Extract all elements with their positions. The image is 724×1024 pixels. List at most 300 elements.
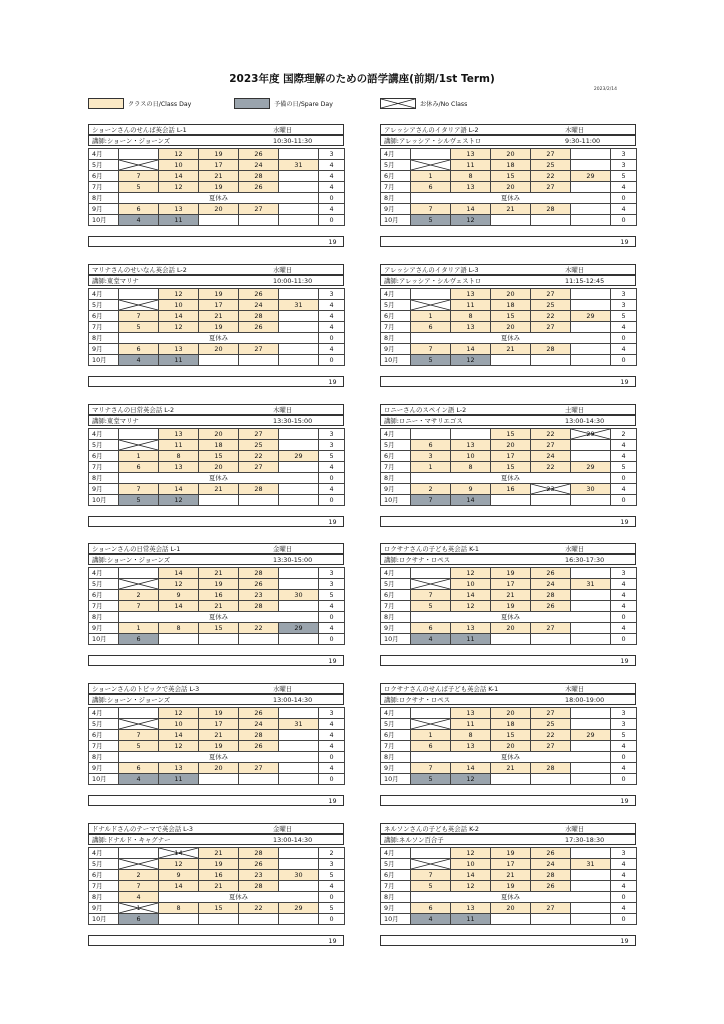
date-cell: 11 [159, 440, 199, 451]
table-row [89, 344, 345, 355]
class-count: 3 [319, 859, 345, 870]
month-label: 9月 [381, 344, 411, 355]
date-cell [119, 149, 159, 160]
date-cell [279, 484, 319, 495]
date-cell: 15 [491, 311, 531, 322]
date-cell: 12 [451, 568, 491, 579]
date-cell: 29 [279, 451, 319, 462]
date-cell: 21 [199, 171, 239, 182]
course-time: 16:30-17:30 [565, 555, 605, 564]
date-cell: 18 [199, 440, 239, 451]
date-cell [571, 741, 611, 752]
month-label: 10月 [381, 914, 411, 925]
course-day: 水曜日 [565, 825, 585, 833]
class-count: 0 [319, 612, 345, 623]
month-label: 7月 [381, 741, 411, 752]
month-label: 9月 [89, 204, 119, 215]
month-label: 6月 [89, 730, 119, 741]
table-row [381, 160, 637, 171]
date-cell: 15 [199, 451, 239, 462]
date-cell: 29 [571, 730, 611, 741]
table-row [381, 344, 637, 355]
date-cell: 4 [411, 634, 451, 645]
date-cell: 24 [531, 859, 571, 870]
class-day-swatch [88, 98, 124, 109]
table-row [89, 634, 345, 645]
date-cell: 28 [239, 311, 279, 322]
cross-icon [119, 579, 158, 589]
date-cell: 28 [531, 204, 571, 215]
date-cell: 24 [531, 579, 571, 590]
date-cell: 12 [159, 579, 199, 590]
month-label: 5月 [381, 160, 411, 171]
date-cell: 20 [199, 763, 239, 774]
date-cell: 28 [239, 568, 279, 579]
table-row [381, 634, 637, 645]
class-count: 4 [319, 171, 345, 182]
date-cell: 11 [451, 300, 491, 311]
date-cell: 28 [531, 870, 571, 881]
class-count: 0 [319, 215, 345, 226]
date-cell: 26 [239, 579, 279, 590]
class-count: 5 [611, 462, 637, 473]
month-label: 7月 [381, 881, 411, 892]
date-cell: 6 [411, 440, 451, 451]
date-cell: 6 [119, 914, 159, 925]
date-cell: 29 [279, 903, 319, 914]
date-cell: 8 [159, 451, 199, 462]
date-cell: 27 [531, 623, 571, 634]
date-cell [571, 848, 611, 859]
date-cell: 12 [159, 322, 199, 333]
date-cell: 13 [159, 344, 199, 355]
table-row [381, 484, 637, 495]
date-cell: 12 [451, 774, 491, 785]
summer-break-cell: 夏休み [119, 333, 319, 344]
table-row [381, 719, 637, 730]
date-cell: 12 [159, 182, 199, 193]
date-cell: 5 [411, 355, 451, 366]
summer-break-cell: 夏休み [411, 752, 611, 763]
date-cell: 13 [451, 741, 491, 752]
date-cell: 14 [451, 344, 491, 355]
date-cell: 20 [491, 289, 531, 300]
date-cell: 11 [159, 355, 199, 366]
class-count: 3 [319, 429, 345, 440]
month-label: 9月 [381, 763, 411, 774]
table-row [89, 355, 345, 366]
course-subheader [380, 415, 636, 426]
date-cell: 16 [199, 870, 239, 881]
date-cell: 26 [239, 859, 279, 870]
date-cell: 11 [159, 774, 199, 785]
date-cell: 6 [411, 623, 451, 634]
date-cell [531, 634, 571, 645]
date-cell: 27 [531, 322, 571, 333]
table-row [381, 848, 637, 859]
date-cell: 14 [451, 495, 491, 506]
course-name: ネルソンさんの子ども英会話 K-2 [384, 825, 479, 833]
date-cell: 28 [239, 601, 279, 612]
class-count: 3 [611, 300, 637, 311]
date-cell [199, 215, 239, 226]
table-row [381, 774, 637, 785]
class-count: 4 [319, 344, 345, 355]
date-cell: 21 [199, 484, 239, 495]
class-count: 5 [319, 870, 345, 881]
course-subheader [380, 834, 636, 845]
course-subheader [380, 275, 636, 286]
date-cell: 6 [119, 204, 159, 215]
date-cell: 14 [451, 204, 491, 215]
month-label: 10月 [381, 634, 411, 645]
course-time: 13:00-14:30 [273, 695, 313, 704]
date-cell: 22 [531, 171, 571, 182]
course-header [88, 404, 344, 415]
date-cell: 15 [491, 462, 531, 473]
date-cell: 21 [491, 344, 531, 355]
schedule-table [380, 428, 637, 506]
date-cell [571, 495, 611, 506]
month-label: 5月 [381, 440, 411, 451]
table-row [89, 204, 345, 215]
date-cell [199, 774, 239, 785]
class-count: 0 [319, 892, 345, 903]
class-count: 3 [611, 568, 637, 579]
table-row [89, 322, 345, 333]
total-row [380, 935, 636, 946]
date-cell [491, 774, 531, 785]
course-day: 木曜日 [565, 126, 585, 134]
date-cell: 5 [119, 322, 159, 333]
date-cell: 26 [531, 568, 571, 579]
date-cell: 25 [531, 300, 571, 311]
date-cell [571, 300, 611, 311]
date-cell: 4 [119, 774, 159, 785]
date-cell: 19 [491, 568, 531, 579]
total-count: 19 [620, 657, 629, 665]
summer-break-cell: 夏休み [119, 473, 319, 484]
table-row [89, 160, 345, 171]
month-label: 8月 [381, 473, 411, 484]
course-card [380, 543, 636, 667]
table-row [381, 601, 637, 612]
course-teacher: 講師:東堂マリナ [92, 277, 139, 285]
date-cell: 20 [491, 741, 531, 752]
date-cell: 14 [159, 568, 199, 579]
date-cell [531, 215, 571, 226]
schedule-table [88, 847, 345, 925]
class-count: 0 [319, 473, 345, 484]
date-cell: 15 [491, 730, 531, 741]
class-count: 3 [319, 289, 345, 300]
class-count: 3 [611, 708, 637, 719]
date-cell [571, 355, 611, 366]
course-subheader [88, 694, 344, 705]
legend-spare-day-label: 予備の日/Spare Day [274, 100, 333, 108]
date-cell: 31 [571, 859, 611, 870]
date-cell [279, 774, 319, 785]
cross-icon [411, 160, 450, 170]
date-cell: 4 [119, 355, 159, 366]
date-cell: 20 [199, 429, 239, 440]
table-row [89, 881, 345, 892]
month-label: 7月 [89, 881, 119, 892]
class-count: 5 [611, 730, 637, 741]
date-cell: 19 [199, 182, 239, 193]
legend-class-day-label: クラスの日/Class Day [128, 100, 192, 108]
class-count: 5 [611, 171, 637, 182]
table-row [89, 579, 345, 590]
date-cell: 20 [491, 440, 531, 451]
month-label: 5月 [381, 300, 411, 311]
summer-break-cell: 夏休み [119, 752, 319, 763]
date-cell [571, 903, 611, 914]
class-count: 0 [611, 193, 637, 204]
date-cell: 19 [199, 322, 239, 333]
date-cell: 30 [571, 484, 611, 495]
table-row [381, 193, 637, 204]
class-count: 4 [319, 719, 345, 730]
date-cell: 20 [491, 623, 531, 634]
month-label: 9月 [381, 903, 411, 914]
month-label: 10月 [89, 495, 119, 506]
table-row [89, 708, 345, 719]
date-cell [119, 848, 159, 859]
class-count: 3 [319, 568, 345, 579]
total-count: 19 [328, 797, 337, 805]
date-cell: 12 [159, 741, 199, 752]
table-row [89, 182, 345, 193]
date-cell: 14 [159, 881, 199, 892]
class-count: 0 [319, 355, 345, 366]
date-cell: 15 [199, 623, 239, 634]
date-cell [279, 322, 319, 333]
month-label: 4月 [89, 149, 119, 160]
date-cell: 21 [199, 601, 239, 612]
date-cell: 1 [119, 623, 159, 634]
date-cell: 22 [531, 429, 571, 440]
course-card [380, 264, 636, 388]
date-cell: 28 [531, 344, 571, 355]
date-cell: 5 [411, 601, 451, 612]
table-row [89, 590, 345, 601]
date-cell: 17 [199, 160, 239, 171]
class-count: 0 [319, 752, 345, 763]
course-day: 土曜日 [565, 406, 585, 414]
date-cell: 12 [159, 289, 199, 300]
date-cell: 8 [159, 903, 199, 914]
date-cell: 27 [531, 741, 571, 752]
date-cell [411, 300, 451, 311]
class-count: 0 [319, 634, 345, 645]
date-cell [491, 495, 531, 506]
date-cell [279, 440, 319, 451]
cross-icon [411, 859, 450, 869]
month-label: 5月 [381, 859, 411, 870]
date-cell [571, 774, 611, 785]
date-cell [571, 204, 611, 215]
table-row [381, 612, 637, 623]
month-label: 9月 [381, 204, 411, 215]
legend-spare-day [234, 97, 333, 109]
date-cell: 9 [451, 484, 491, 495]
table-row [381, 149, 637, 160]
course-subheader [380, 694, 636, 705]
date-cell: 28 [531, 763, 571, 774]
date-cell: 26 [239, 708, 279, 719]
date-cell: 27 [239, 204, 279, 215]
date-cell: 13 [451, 289, 491, 300]
month-label: 4月 [381, 149, 411, 160]
date-cell [279, 914, 319, 925]
date-cell: 29 [279, 623, 319, 634]
date-cell: 5 [119, 495, 159, 506]
month-label: 6月 [381, 870, 411, 881]
date-cell: 23 [239, 590, 279, 601]
course-subheader [88, 275, 344, 286]
date-cell: 7 [119, 730, 159, 741]
course-day: 木曜日 [273, 406, 293, 414]
date-cell [571, 182, 611, 193]
total-row [88, 935, 344, 946]
date-cell: 13 [159, 462, 199, 473]
date-cell [571, 344, 611, 355]
date-cell: 15 [491, 171, 531, 182]
date-cell [279, 579, 319, 590]
course-day: 水曜日 [273, 266, 293, 274]
date-cell [279, 881, 319, 892]
date-cell: 14 [159, 730, 199, 741]
class-count: 3 [611, 160, 637, 171]
date-cell: 12 [451, 355, 491, 366]
date-cell: 1 [411, 462, 451, 473]
date-cell [279, 601, 319, 612]
class-count: 2 [611, 429, 637, 440]
course-teacher: 講師:ネルソン百合子 [384, 836, 444, 844]
table-row [89, 568, 345, 579]
date-cell [571, 149, 611, 160]
class-count: 3 [611, 848, 637, 859]
month-label: 9月 [89, 344, 119, 355]
summer-break-cell: 夏休み [411, 892, 611, 903]
table-row [381, 462, 637, 473]
month-label: 9月 [89, 623, 119, 634]
date-cell [279, 215, 319, 226]
date-cell: 10 [451, 451, 491, 462]
month-label: 10月 [89, 634, 119, 645]
date-cell: 23 [239, 870, 279, 881]
date-cell [199, 914, 239, 925]
course-header [88, 683, 344, 694]
date-cell: 26 [239, 322, 279, 333]
table-row [89, 300, 345, 311]
table-row [381, 730, 637, 741]
course-name: ショーンさんの日常英会話 L-1 [92, 545, 181, 553]
month-label: 8月 [381, 333, 411, 344]
schedule-table [88, 567, 345, 645]
date-cell [571, 870, 611, 881]
table-row [89, 601, 345, 612]
cross-icon [381, 99, 415, 108]
date-cell: 17 [199, 300, 239, 311]
table-row [89, 171, 345, 182]
month-label: 10月 [381, 774, 411, 785]
table-row [381, 204, 637, 215]
course-name: ロクサナさんのせんば子ども英会話 K-1 [384, 685, 499, 693]
date-cell: 10 [451, 859, 491, 870]
table-row [381, 182, 637, 193]
course-time: 13:00-14:30 [565, 416, 605, 425]
date-cell [571, 623, 611, 634]
table-row [381, 590, 637, 601]
table-row [381, 568, 637, 579]
date-cell [571, 601, 611, 612]
month-label: 8月 [89, 752, 119, 763]
month-label: 5月 [89, 579, 119, 590]
month-label: 9月 [89, 763, 119, 774]
course-name: ショーンさんのトピックで英会話 L-3 [92, 685, 200, 693]
date-cell [119, 719, 159, 730]
table-row [89, 462, 345, 473]
month-label: 9月 [89, 484, 119, 495]
date-cell: 27 [239, 344, 279, 355]
date-cell: 27 [531, 149, 571, 160]
date-cell: 26 [239, 289, 279, 300]
date-cell: 1 [119, 451, 159, 462]
date-cell: 26 [239, 741, 279, 752]
class-count: 4 [319, 484, 345, 495]
date-cell [411, 568, 451, 579]
date-cell: 14 [451, 590, 491, 601]
course-day: 金曜日 [273, 545, 293, 553]
month-label: 5月 [89, 719, 119, 730]
date-cell: 26 [531, 601, 571, 612]
date-cell: 21 [491, 870, 531, 881]
date-cell: 6 [119, 344, 159, 355]
date-cell: 24 [531, 451, 571, 462]
date-cell [279, 171, 319, 182]
month-label: 10月 [381, 215, 411, 226]
course-day: 木曜日 [565, 685, 585, 693]
class-count: 4 [319, 881, 345, 892]
class-count: 3 [611, 719, 637, 730]
date-cell: 14 [159, 848, 199, 859]
date-cell: 2 [411, 484, 451, 495]
date-cell [571, 719, 611, 730]
date-cell [199, 355, 239, 366]
date-cell [571, 289, 611, 300]
legend-no-class [380, 97, 467, 109]
month-label: 8月 [89, 333, 119, 344]
course-name: アレッシアさんのイタリア語 L-3 [384, 266, 479, 274]
date-cell: 30 [279, 870, 319, 881]
course-card [88, 683, 344, 807]
date-cell [279, 204, 319, 215]
table-row [89, 870, 345, 881]
table-row [89, 473, 345, 484]
class-count: 4 [611, 440, 637, 451]
course-teacher: 講師:東堂マリナ [92, 417, 139, 425]
date-cell [571, 451, 611, 462]
course-time: 13:00-14:30 [273, 835, 313, 844]
date-cell: 7 [119, 171, 159, 182]
course-day: 木曜日 [565, 266, 585, 274]
date-cell: 20 [199, 204, 239, 215]
date-cell: 11 [451, 719, 491, 730]
date-cell: 20 [491, 182, 531, 193]
date-cell: 14 [451, 870, 491, 881]
